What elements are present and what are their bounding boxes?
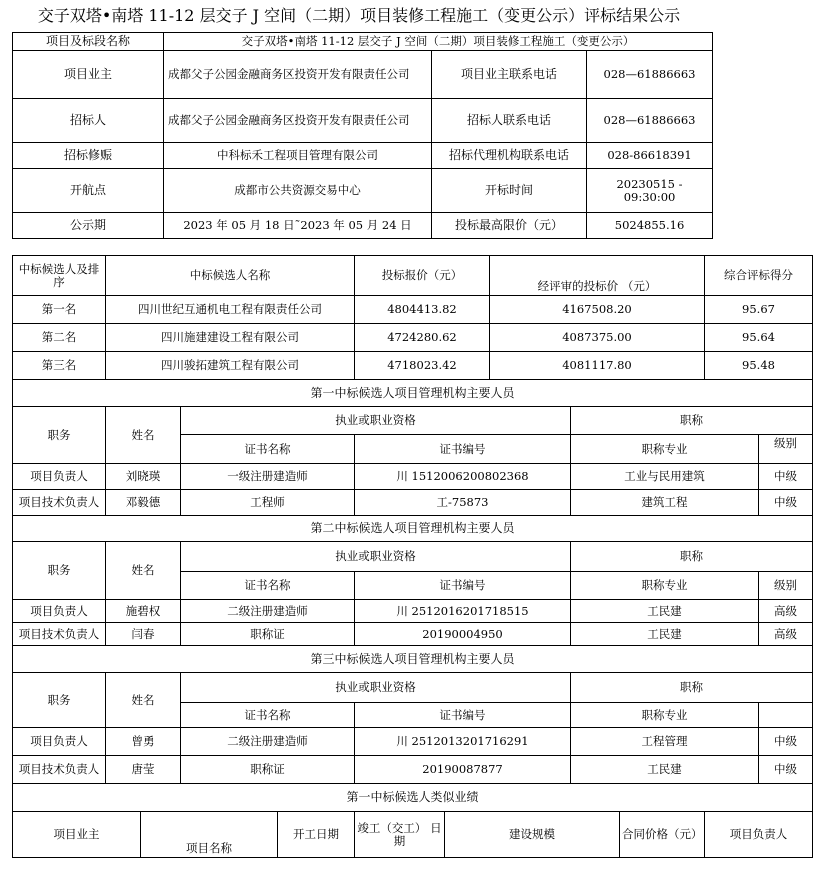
staff-name: 刘晓瑛 xyxy=(106,464,181,490)
candidate-score: 95.48 xyxy=(705,352,813,380)
max-price-label: 投标最高限价（元） xyxy=(432,213,587,239)
candidate-reviewed-price: 4087375.00 xyxy=(490,324,705,352)
qualification-header: 执业或职业资格 xyxy=(181,542,571,572)
title-major-header: 职称专业 xyxy=(571,435,759,464)
owner-label: 项目业主 xyxy=(13,51,164,99)
cert-no-header: 证书编号 xyxy=(355,572,571,600)
venue-value: 成都市公共资源交易中心 xyxy=(164,169,432,213)
score-header: 综合评标得分 xyxy=(705,256,813,296)
staff-major: 工民建 xyxy=(571,623,759,646)
agent-phone-label: 招标代理机构联系电话 xyxy=(432,143,587,169)
candidate-rank: 第三名 xyxy=(13,352,106,380)
staff-duty: 项目技术负责人 xyxy=(13,756,106,784)
staff-cert-no: 川 2512013201716291 xyxy=(355,728,571,756)
max-price-value: 5024855.16 xyxy=(587,213,713,239)
agent-label: 招标修赈 xyxy=(13,143,164,169)
staff-level: 中级 xyxy=(759,490,813,516)
level-header xyxy=(759,703,813,728)
staff-section-heading: 第一中标候选人项目管理机构主要人员 xyxy=(13,380,813,407)
perf-project-name-header: 项目名称 xyxy=(141,812,278,858)
venue-label: 开航点 xyxy=(13,169,164,213)
period-label: 公示期 xyxy=(13,213,164,239)
staff-major: 工民建 xyxy=(571,600,759,623)
level-header: 级别 xyxy=(759,572,813,600)
perf-contract-price-header: 合同价格（元） xyxy=(620,812,705,858)
staff-cert-name: 职称证 xyxy=(181,623,355,646)
candidate-name-header: 中标候选人名称 xyxy=(106,256,355,296)
tenderer-label: 招标人 xyxy=(13,99,164,143)
project-name-label: 项目及标段名称 xyxy=(13,33,164,51)
candidate-reviewed-price: 4167508.20 xyxy=(490,296,705,324)
staff-section-heading: 第二中标候选人项目管理机构主要人员 xyxy=(13,516,813,542)
candidate-bid: 4724280.62 xyxy=(355,324,490,352)
staff-level: 高级 xyxy=(759,623,813,646)
level-header: 级别 xyxy=(759,435,813,464)
title-header: 职称 xyxy=(571,673,813,703)
candidate-rank: 第二名 xyxy=(13,324,106,352)
tenderer-phone-value: 028—61886663 xyxy=(587,99,713,143)
perf-manager-header: 项目负责人 xyxy=(705,812,813,858)
staff-name: 闫春 xyxy=(106,623,181,646)
staff-row xyxy=(13,600,813,623)
duty-header: 职务 xyxy=(13,407,106,464)
candidate-name: 四川骏拓建筑工程有限公司 xyxy=(106,352,355,380)
period-value: 2023 年 05 月 18 日˜2023 年 05 月 24 日 xyxy=(164,213,432,239)
candidate-reviewed-price: 4081117.80 xyxy=(490,352,705,380)
bid-header: 投标报价（元） xyxy=(355,256,490,296)
candidate-bid: 4804413.82 xyxy=(355,296,490,324)
qualification-header: 执业或职业资格 xyxy=(181,673,571,703)
staff-section-heading: 第三中标候选人项目管理机构主要人员 xyxy=(13,646,813,673)
name-header: 姓名 xyxy=(106,407,181,464)
candidate-score: 95.67 xyxy=(705,296,813,324)
duty-header: 职务 xyxy=(13,673,106,728)
staff-name: 施碧权 xyxy=(106,600,181,623)
staff-major: 工程管理 xyxy=(571,728,759,756)
name-header: 姓名 xyxy=(106,673,181,728)
staff-major: 建筑工程 xyxy=(571,490,759,516)
staff-name: 曾勇 xyxy=(106,728,181,756)
candidate-score: 95.64 xyxy=(705,324,813,352)
agent-value: 中科标禾工程项目管理有限公司 xyxy=(164,143,432,169)
page-title: 交子双塔•南塔 11-12 层交子 J 空间（二期）项目装修工程施工（变更公示）评标结果公示 xyxy=(37,6,681,25)
title-header: 职称 xyxy=(571,407,813,435)
open-time-value: 20230515 - 09:30:00 xyxy=(587,169,713,213)
staff-cert-no: 川 2512016201718515 xyxy=(355,600,571,623)
project-name-value: 交子双塔•南塔 11-12 层交子 J 空间（二期）项目装修工程施工（变更公示） xyxy=(164,33,713,51)
staff-duty: 项目技术负责人 xyxy=(13,623,106,646)
staff-cert-name: 工程师 xyxy=(181,490,355,516)
duty-header: 职务 xyxy=(13,542,106,600)
cert-name-header: 证书名称 xyxy=(181,703,355,728)
staff-cert-no: 20190087877 xyxy=(355,756,571,784)
staff-duty: 项目负责人 xyxy=(13,600,106,623)
staff-row xyxy=(13,490,813,516)
staff-major: 工业与民用建筑 xyxy=(571,464,759,490)
staff-duty: 项目技术负责人 xyxy=(13,490,106,516)
perf-start-date-header: 开工日期 xyxy=(278,812,355,858)
staff-row xyxy=(13,728,813,756)
staff-major: 工民建 xyxy=(571,756,759,784)
owner-value: 成都父子公园金融商务区投资开发有限责任公司 xyxy=(164,51,432,99)
cert-name-header: 证书名称 xyxy=(181,572,355,600)
owner-phone-label: 项目业主联系电话 xyxy=(432,51,587,99)
staff-cert-name: 一级注册建造师 xyxy=(181,464,355,490)
performance-heading: 第一中标候选人类似业绩 xyxy=(13,784,813,812)
perf-scale-header: 建设规模 xyxy=(445,812,620,858)
cert-name-header: 证书名称 xyxy=(181,435,355,464)
title-major-header: 职称专业 xyxy=(571,703,759,728)
project-info-table xyxy=(12,32,713,239)
title-header: 职称 xyxy=(571,542,813,572)
staff-row xyxy=(13,464,813,490)
staff-level: 高级 xyxy=(759,600,813,623)
candidate-row xyxy=(13,324,813,352)
cert-no-header: 证书编号 xyxy=(355,703,571,728)
candidate-rank: 第一名 xyxy=(13,296,106,324)
candidate-bid: 4718023.42 xyxy=(355,352,490,380)
cert-no-header: 证书编号 xyxy=(355,435,571,464)
staff-level: 中级 xyxy=(759,756,813,784)
candidate-row xyxy=(13,352,813,380)
agent-phone-value: 028-86618391 xyxy=(587,143,713,169)
staff-cert-no: 工-75873 xyxy=(355,490,571,516)
tenderer-phone-label: 招标人联系电话 xyxy=(432,99,587,143)
staff-cert-name: 二级注册建造师 xyxy=(181,728,355,756)
candidate-row xyxy=(13,296,813,324)
perf-owner-header: 项目业主 xyxy=(13,812,141,858)
name-header: 姓名 xyxy=(106,542,181,600)
tenderer-value: 成都父子公园金融商务区投资开发有限责任公司 xyxy=(164,99,432,143)
staff-level: 中级 xyxy=(759,464,813,490)
results-table xyxy=(12,255,813,858)
staff-cert-name: 职称证 xyxy=(181,756,355,784)
staff-name: 唐莹 xyxy=(106,756,181,784)
open-time-label: 开标时间 xyxy=(432,169,587,213)
staff-row xyxy=(13,756,813,784)
staff-duty: 项目负责人 xyxy=(13,464,106,490)
staff-cert-name: 二级注册建造师 xyxy=(181,600,355,623)
perf-finish-date-header: 竣工（交工） 日期 xyxy=(355,812,445,858)
reviewed-price-header: 经评审的投标价 （元） xyxy=(490,256,705,296)
qualification-header: 执业或职业资格 xyxy=(181,407,571,435)
candidate-name: 四川施建建设工程有限公司 xyxy=(106,324,355,352)
staff-name: 邓毅德 xyxy=(106,490,181,516)
staff-cert-no: 20190004950 xyxy=(355,623,571,646)
owner-phone-value: 028—61886663 xyxy=(587,51,713,99)
candidate-name: 四川世纪互通机电工程有限责任公司 xyxy=(106,296,355,324)
staff-duty: 项目负责人 xyxy=(13,728,106,756)
staff-row xyxy=(13,623,813,646)
staff-cert-no: 川 1512006200802368 xyxy=(355,464,571,490)
staff-level: 中级 xyxy=(759,728,813,756)
title-major-header: 职称专业 xyxy=(571,572,759,600)
rank-header: 中标候选人及排序 xyxy=(13,256,106,296)
